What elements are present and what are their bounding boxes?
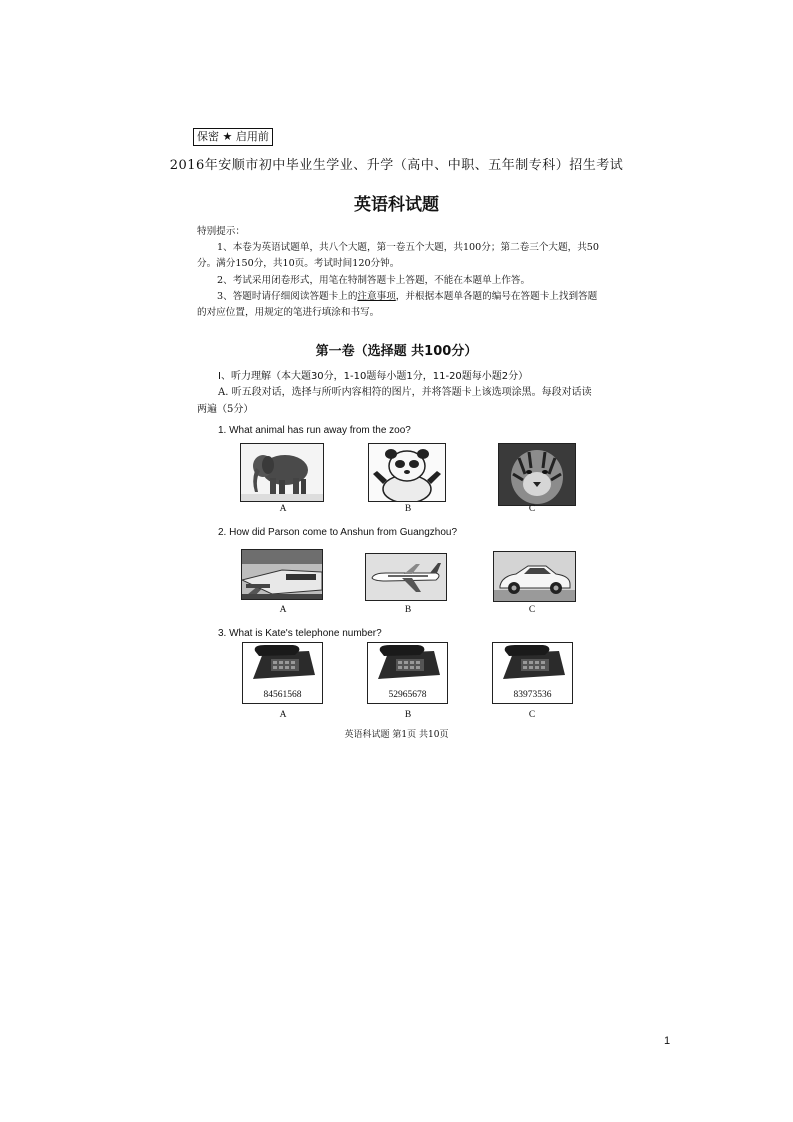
airplane-image (365, 553, 447, 601)
q2-option-c: C (528, 605, 536, 615)
q3-option-a: A (279, 710, 287, 720)
q2-option-a: A (279, 605, 287, 615)
note-item-3-post: ，并根据本题单各题的编号在答题卡上找到答题的对应位置，用规定的笔进行填涂和书写。 (197, 291, 598, 319)
q1-option-a: A (279, 504, 287, 514)
subject-title: 英语科试题 (354, 195, 439, 215)
tiger-image (498, 443, 576, 506)
section-title: Ⅰ、听力理解（本大题30分，1-10题每小题1分，11-20题每小题2分） (218, 371, 529, 382)
elephant-image (240, 443, 324, 502)
note-item-3-underlined: 注意事项 (357, 291, 396, 302)
q2-option-b: B (404, 605, 412, 615)
phone-number-b: 52965678 (388, 690, 427, 700)
q3-option-c: C (528, 710, 536, 720)
car-image (493, 551, 576, 602)
notes-heading: 特别提示： (197, 226, 245, 237)
telephone-image-a (242, 642, 323, 704)
q1-option-b: B (404, 504, 412, 514)
note-item-3 (197, 289, 600, 322)
exam-title: 2016年安顺市初中毕业生学业、升学（高中、中职、五年制专科）招生考试 (169, 158, 624, 173)
note-item-2: 2、考试采用闭卷形式，用笔在特制答题卡上答题，不能在本题单上作答。 (217, 275, 531, 286)
q3-option-b: B (404, 710, 412, 720)
confidential-stamp: 保密 ★ 启用前 (193, 128, 273, 146)
part-title: 第一卷（选择题 共100分） (315, 344, 478, 359)
section-instruction: A. 听五段对话，选择与所听内容相符的图片，并将答题卡上该选项涂黑。每段对话读两遍（5分） (197, 387, 592, 415)
note-item-3-pre: 3、答题时请仔细阅读答题卡上的 (217, 291, 358, 302)
page-footer: 英语科试题 第1页 共10页 (344, 730, 449, 740)
question-2-text: 2. How did Parson come to Anshun from Guangzhou? (218, 527, 458, 538)
train-image (241, 549, 323, 600)
telephone-image-c (492, 642, 573, 704)
telephone-image-b (367, 642, 448, 704)
phone-number-c: 83973536 (513, 690, 552, 700)
panda-image (368, 443, 446, 502)
page-number: 1 (664, 1035, 671, 1047)
question-3-text: 3. What is Kate's telephone number? (218, 628, 382, 639)
question-1-text: 1. What animal has run away from the zoo? (218, 425, 411, 436)
phone-number-a: 84561568 (263, 690, 302, 700)
q1-option-c: C (528, 504, 536, 514)
note-item-1: 1、本卷为英语试题单，共八个大题，第一卷五个大题，共100分；第二卷三个大题，共50分。满分150分，共10页。考试时间120分钟。 (197, 242, 599, 270)
